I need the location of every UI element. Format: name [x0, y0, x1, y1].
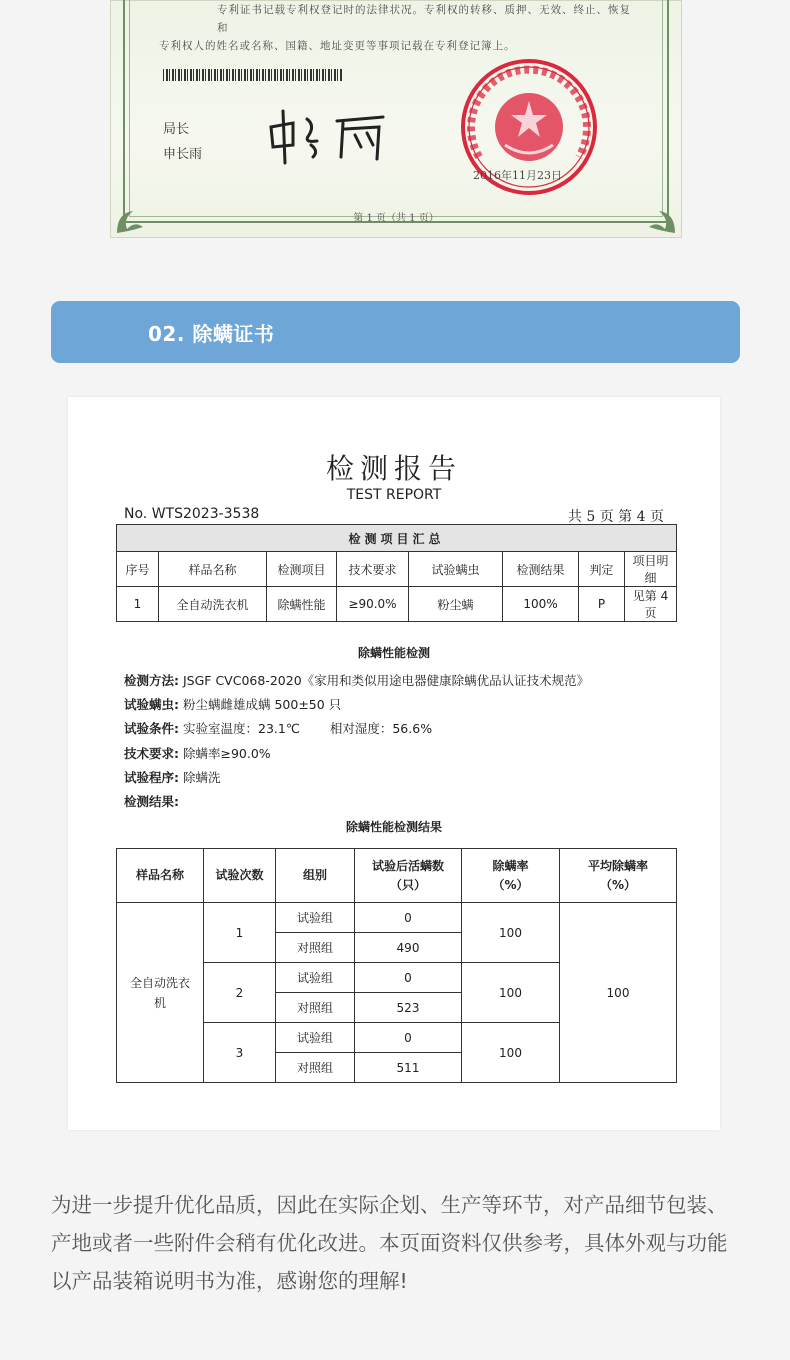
results-table — [116, 848, 677, 1083]
summary-cell: ≥90.0% — [337, 587, 409, 622]
ornament-corner-icon — [113, 203, 147, 237]
ornament-corner-icon — [645, 203, 679, 237]
temperature-value: 实验室温度：23.1℃ — [182, 721, 300, 737]
group-label: 对照组 — [276, 1053, 355, 1083]
average-removal-rate: 100 — [560, 903, 677, 1083]
performance-section-title: 除螨性能检测 — [357, 646, 430, 660]
removal-rate: 100 — [462, 903, 560, 963]
result-label: 检测结果: — [124, 794, 179, 810]
method-line — [124, 669, 589, 693]
procedure-label: 试验程序: — [124, 769, 179, 785]
summary-header-cell: 检测结果 — [503, 552, 579, 587]
summary-cell: 1 — [117, 587, 159, 622]
patent-certificate-image — [110, 0, 682, 238]
summary-table — [116, 524, 677, 622]
trial-number: 1 — [204, 903, 276, 963]
summary-header-cell: 试验螨虫 — [409, 552, 503, 587]
live-mite-count: 523 — [355, 993, 462, 1023]
results-header-row — [117, 849, 677, 903]
procedure-line — [124, 766, 589, 790]
summary-cell: 除螨性能 — [267, 587, 337, 622]
certificate-date: 2016年11月23日 — [473, 169, 562, 182]
section-header — [51, 301, 740, 363]
summary-cell: 100% — [503, 587, 579, 622]
barcode — [163, 69, 343, 81]
live-mite-count: 0 — [355, 1023, 462, 1053]
report-pages: 共 5 页 第 4 页 — [567, 509, 664, 525]
removal-rate: 100 — [462, 963, 560, 1023]
requirement-value: 除螨率≥90.0% — [182, 745, 271, 761]
summary-header-cell: 判定 — [579, 552, 625, 587]
humidity-value: 相对湿度：56.6% — [329, 721, 433, 737]
table-row — [117, 587, 677, 622]
certificate-legal-text — [159, 1, 637, 55]
summary-caption: 检测项目汇总 — [117, 525, 677, 552]
condition-line — [124, 717, 589, 741]
group-label: 对照组 — [276, 993, 355, 1023]
method-label: 检测方法: — [124, 673, 179, 688]
trial-number: 2 — [204, 963, 276, 1023]
requirement-label: 技术要求: — [124, 745, 179, 761]
summary-caption-row — [117, 525, 677, 552]
result-line — [124, 790, 589, 814]
summary-cell: 见第 4 页 — [625, 587, 677, 622]
results-section-title: 除螨性能检测结果 — [345, 820, 442, 834]
live-mite-count: 490 — [355, 933, 462, 963]
test-report-image — [68, 397, 720, 1130]
director-name: 申长雨 — [163, 147, 203, 162]
summary-header-cell: 技术要求 — [337, 552, 409, 587]
group-label: 对照组 — [276, 933, 355, 963]
section-title: 02. 除螨证书 — [148, 321, 275, 346]
results-header-cell: 除螨率（%） — [462, 849, 560, 903]
results-header-cell: 试验次数 — [204, 849, 276, 903]
summary-cell: P — [579, 587, 625, 622]
results-header-cell: 样品名称 — [117, 849, 204, 903]
report-title-en: TEST REPORT — [346, 487, 442, 503]
summary-header-cell: 序号 — [117, 552, 159, 587]
results-header-cell: 组别 — [276, 849, 355, 903]
table-row — [117, 903, 677, 933]
summary-header-cell: 检测项目 — [267, 552, 337, 587]
legal-line-1: 专利证书记载专利权登记时的法律状况。专利权的转移、质押、无效、终止、恢复和 — [217, 4, 631, 34]
results-header-cell: 平均除螨率（%） — [560, 849, 677, 903]
summary-cell: 粉尘螨 — [409, 587, 503, 622]
mite-value: 粉尘螨雌雄成螨 500±50 只 — [182, 697, 342, 713]
sample-name-cell: 全自动洗衣机 — [117, 903, 204, 1083]
report-title-cn: 检测报告 — [325, 452, 462, 485]
live-mite-count: 0 — [355, 963, 462, 993]
mite-label: 试验螨虫: — [124, 697, 179, 713]
summary-header-row — [117, 552, 677, 587]
legal-line-2: 专利权人的姓名或名称、国籍、地址变更等事项记载在专利登记簿上。 — [159, 40, 516, 52]
report-number: No. WTS2023-3538 — [124, 506, 260, 522]
condition-label: 试验条件: — [124, 721, 179, 737]
test-details — [124, 669, 589, 814]
method-value: JSGF CVC068-2020《家用和类似用途电器健康除螨优品认证技术规范》 — [182, 673, 590, 688]
mite-line — [124, 693, 589, 717]
group-label: 试验组 — [276, 903, 355, 933]
disclaimer-note: 为进一步提升优化品质，因此在实际企划、生产等环节，对产品细节包装、产地或者一些附件会稍有优化改进。本页面资料仅供参考，具体外观与功能以产品装箱说明书为准，感谢您的理解! — [51, 1193, 728, 1293]
results-header-cell: 试验后活螨数（只） — [355, 849, 462, 903]
group-label: 试验组 — [276, 963, 355, 993]
procedure-value: 除螨洗 — [182, 769, 221, 785]
summary-header-cell: 项目明细 — [625, 552, 677, 587]
live-mite-count: 0 — [355, 903, 462, 933]
trial-number: 3 — [204, 1023, 276, 1083]
summary-cell: 全自动洗衣机 — [159, 587, 267, 622]
summary-header-cell: 样品名称 — [159, 552, 267, 587]
live-mite-count: 511 — [355, 1053, 462, 1083]
director-title: 局长 — [163, 122, 190, 137]
requirement-line — [124, 742, 589, 766]
signature-image — [263, 105, 403, 167]
removal-rate: 100 — [462, 1023, 560, 1083]
certificate-page-number: 第 1 页（共 1 页） — [353, 213, 439, 224]
group-label: 试验组 — [276, 1023, 355, 1053]
